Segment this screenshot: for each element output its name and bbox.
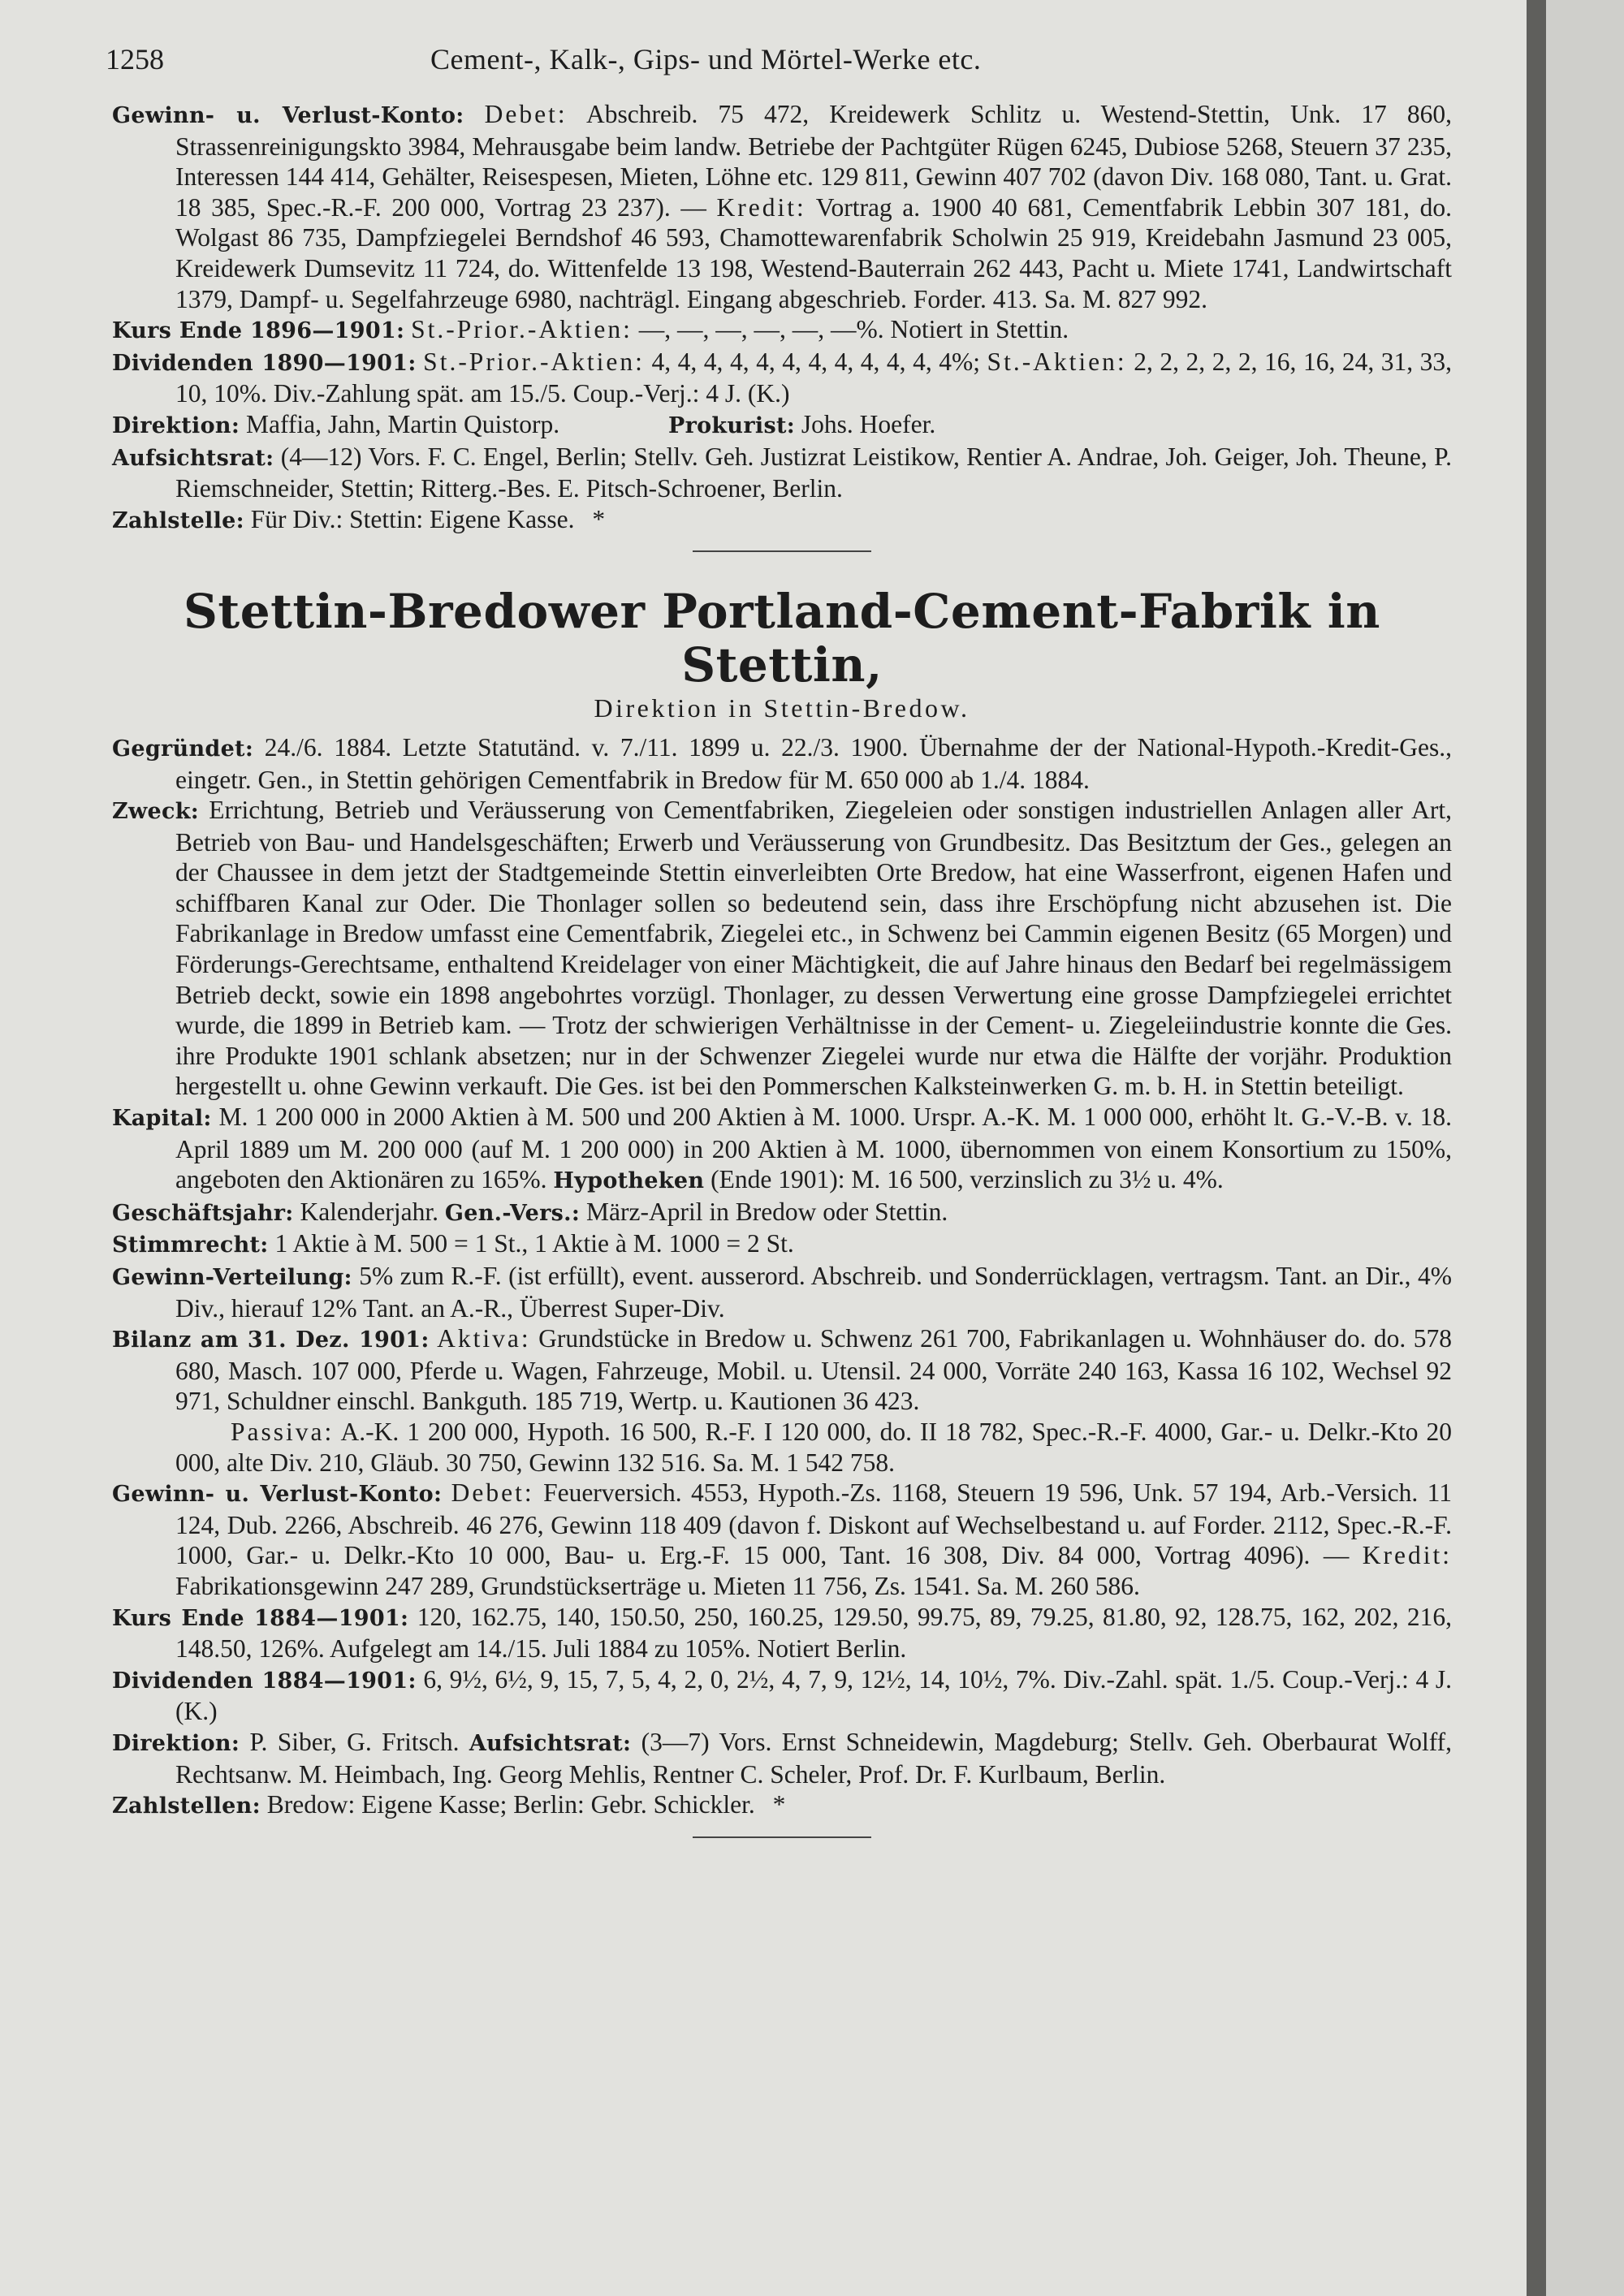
- passiva-text: A.-K. 1 200 000, Hypoth. 16 500, R.-F. I 120 000, do. II 18 782, Spec.-R.-F. 4000, Gar.- u. Delkr.-Kto 20 000, alte Div. 210, Gläub. 30 750, Gewinn 132 516. Sa. M. 1 542 758.: [175, 1417, 1452, 1477]
- running-title: Cement-, Kalk-, Gips- und Mörtel-Werke etc.: [430, 43, 982, 76]
- company-subtitle: Direktion in Stettin-Bredow.: [594, 693, 970, 723]
- section-divider: [693, 550, 871, 552]
- prokurist-text: Johs. Hoefer.: [801, 409, 936, 438]
- aktiva-label: Aktiva:: [437, 1324, 531, 1353]
- debet-label: Debet:: [484, 100, 568, 128]
- gewinn-verteilung-entry: [112, 1261, 1452, 1323]
- prior-values: 4, 4, 4, 4, 4, 4, 4, 4, 4, 4, 4, 4%;: [651, 347, 980, 376]
- entry-label: Kurs Ende 1896—1901:: [112, 318, 405, 344]
- entry-label: Dividenden 1890—1901:: [112, 350, 417, 376]
- aktiva-text: Grundstücke in Bredow u. Schwenz 261 700, Fabrikanlagen u. Wohnhäuser do. do. 578 680, Masch. 107 000, Pferde u. Wagen, Fahrzeuge, Mobil. u. Utensil. 24 000, Vorräte 240 163, Kassa 16 102, Wechsel 92 971, Schuldner einschl. Bankguth. 185 719, Wertp. u. Kautionen 36 423.: [175, 1324, 1453, 1416]
- gen-vers-label: Gen.-Vers.:: [444, 1200, 581, 1226]
- entry-label: Zahlstelle:: [112, 507, 244, 533]
- kurs-text: 120, 162.75, 140, 150.50, 250, 160.25, 129.50, 99.75, 89, 79.25, 81.80, 92, 128.75, 162, 202, 216, 148.50, 126%. Aufgelegt am 14./15. Juli 1884 zu 105%. Notiert Berlin.: [175, 1602, 1452, 1664]
- entry-label: Dividenden 1884—1901:: [112, 1668, 417, 1694]
- dividenden-entry-1: [112, 347, 1452, 409]
- entry-label: Zweck:: [112, 799, 200, 825]
- entry-label: Direktion:: [112, 412, 240, 438]
- aufsichtsrat-text: (4—12) Vors. F. C. Engel, Berlin; Stellv. Geh. Justizrat Leistikow, Rentier A. Andrae, Joh. Geiger, Joh. Theune, P. Riemschneider, Stettin; Ritterg.-Bes. E. Pitsch-Schroener, Berlin.: [175, 442, 1452, 503]
- prokurist-label: Prokurist:: [667, 412, 795, 438]
- kredit-label: Kredit:: [716, 192, 806, 222]
- zahlstellen-text: Bredow: Eigene Kasse; Berlin: Gebr. Schickler.: [266, 1790, 755, 1819]
- running-header: [106, 42, 1453, 81]
- kredit-text: Fabrikationsgewinn 247 289, Grundstückserträge u. Mieten 11 756, Zs. 1541. Sa. M. 260 586.: [175, 1571, 1140, 1600]
- kurs-entry-2: [112, 1602, 1452, 1664]
- asterisk-mark: *: [772, 1790, 786, 1819]
- entry-label: Direktion:: [112, 1730, 240, 1756]
- entry-label: Gewinn- u. Verlust-Konto:: [112, 103, 464, 128]
- entry-label: Aufsichtsrat:: [112, 445, 274, 471]
- entry-label: Bilanz am 31. Dez. 1901:: [112, 1327, 430, 1353]
- aufsichtsrat-label: Aufsichtsrat:: [469, 1730, 632, 1756]
- zahlstelle-entry-1: [112, 504, 1452, 537]
- entry-label: Kurs Ende 1884—1901:: [112, 1605, 409, 1631]
- dividenden-entry-2: [112, 1664, 1452, 1727]
- entry-label: Kapital:: [112, 1106, 212, 1132]
- dividenden-text: 6, 9½, 6½, 9, 15, 7, 5, 4, 2, 0, 2½, 4, 7, 9, 12½, 14, 10½, 7%. Div.-Zahl. spät. 1./5. Coup.-Verj.: 4 J. (K.): [175, 1664, 1452, 1726]
- passiva-entry: [112, 1417, 1452, 1478]
- gegruendet-text: 24./6. 1884. Letzte Statutänd. v. 7./11. 1899 u. 22./3. 1900. Übernahme der der National-Hypoth.-Kredit-Ges., eingetr. Gen., in Stettin gehörigen Cementfabrik in Bredow für M. 650 000 ab 1./4. 1884.: [175, 732, 1452, 794]
- gewinn-verlust-konto-2: [112, 1478, 1452, 1601]
- kredit-label: Kredit:: [1362, 1541, 1453, 1570]
- stimmrecht-entry: [112, 1228, 1452, 1261]
- prior-label: St.-Prior.-Aktien:: [423, 347, 645, 376]
- page-margin: [1546, 0, 1624, 2296]
- entry-label: Gewinn-Verteilung:: [112, 1265, 352, 1290]
- aktien-label: St.-Aktien:: [987, 347, 1127, 376]
- zahlstellen-entry: [112, 1789, 1452, 1822]
- zweck-text: Errichtung, Betrieb und Veräusserung von Cementfabriken, Ziegeleien oder sonstigen industriellen Anlagen aller Art, Betrieb von Bau- und Handelsgeschäften; Erwerb und Veräusserung von Grundbesitz. Das Besitztum der Ges., gelegen an der Chaussee in dem jetzt der Stadtgemeinde Stettin einverleibten Orte Bredow, hat eine Wasserfront, eigenen Hafen und schiffbaren Kanal zur Oder. Die Thonlager sollen so bedeutend sein, dass ihre Erschöpfung nicht abzusehen ist. Die Fabrikanlage in Bredow umfasst eine Cementfabrik, Ziegelei etc., in Schwenz bei Cammin eigenen Besitz (65 Morgen) und Förderungs-Gerechtsame, enthaltend Kreidelager von einer Mächtigkeit, die auf Jahre hinaus den Bedarf bei regelmässigem Betrieb deckt, sowie ein 1898 angebohrtes vorzügl. Thonlager, zu dessen Verwertung eine grosse Dampfziegelei errichtet wurde, die 1899 in Betrieb kam. — Trotz der schwierigen Verhältnisse in der Cement- u. Ziegeleiindustrie konnte die Ges. ihre Produkte 1901 schlank absetzen; nur in der Schwenzer Ziegelei wurde nur etwa die Hälfte der vorjähr. Produktion hergestellt u. ohne Gewinn verkauft. Die Ges. ist bei den Pommerschen Kalksteinwerken G. m. b. H. in Stettin beteiligt.: [175, 796, 1453, 1101]
- entry-label: Gewinn- u. Verlust-Konto:: [112, 1482, 443, 1508]
- direktion-text: P. Siber, G. Fritsch.: [249, 1727, 460, 1756]
- direktion-entry-1: [112, 409, 1452, 442]
- hypotheken-label: Hypotheken: [553, 1168, 705, 1194]
- debet-text: Abschreib. 75 472, Kreidewerk Schlitz u. Westend-Stettin, Unk. 17 860, Strassenreinigungskto 3984, Mehrausgabe beim landw. Betriebe der Pachtgüter Rügen 6245, Dubiose 5268, Steuern 37 235, Interessen 144 414, Gehälter, Reisespesen, Mieten, Löhne etc. 129 811, Gewinn 407 702 (davon Div. 168 080, Tant. u. Grat. 18 385, Spec.-R.-F. 200 000, Vortrag 23 237). —: [175, 100, 1452, 222]
- kredit-text: Vortrag a. 1900 40 681, Cementfabrik Lebbin 307 181, do. Wolgast 86 735, Dampfziegelei Berndshof 46 593, Chamottewarenfabrik Scholwin 25 919, Kreidebahn Jasmund 23 005, Kreidewerk Dumsevitz 11 724, do. Wittenfelde 13 198, Westend-Bauterrain 262 443, Pacht u. Miete 1741, Landwirtschaft 1379, Dampf- u. Segelfahrzeuge 6980, nachträgl. Eingang abgeschrieb. Forder. 413. Sa. M. 827 992.: [175, 192, 1453, 313]
- bilanz-entry: [112, 1323, 1452, 1417]
- aufsichtsrat-entry-1: [112, 442, 1452, 504]
- aktien-values: 2, 2, 2, 2, 2, 16, 16, 24, 31, 33, 10, 10%. Div.-Zahlung spät. am 15./5. Coup.-Verj.: 4 J. (K.): [175, 347, 1453, 408]
- passiva-label: Passiva:: [231, 1417, 335, 1446]
- geschaeftsjahr-entry: [112, 1197, 1452, 1229]
- kapital-text: M. 1 200 000 in 2000 Aktien à M. 500 und 200 Aktien à M. 1000. Urspr. A.-K. M. 1 000 000, erhöht lt. G.-V.-B. v. 18. April 1889 um M. 200 000 (auf M. 1 200 000) in 200 Aktien à M. 1000, übernommen von einem Konsortium zu 150%, angeboten den Aktionären zu 165%.: [175, 1103, 1453, 1194]
- geschaeftsjahr-text: Kalenderjahr.: [300, 1197, 438, 1226]
- zahlstelle-text: Für Div.: Stettin: Eigene Kasse.: [250, 504, 575, 533]
- gewinn-verlust-konto-1: [112, 99, 1452, 314]
- debet-text: Feuerversich. 4553, Hypoth.-Zs. 1168, Steuern 19 596, Unk. 57 194, Arb.-Versich. 11 124, Dub. 2266, Abschreib. 46 276, Gewinn 118 409 (davon f. Diskont auf Wechselbestand u. auf Forder. 2112, Spec.-R.-F. 1000, Gar.- u. Delkr.-Kto 10 000, Bau- u. Erg.-F. 15 000, Tant. 16 308, Div. 84 000, Vortrag 4096). —: [175, 1478, 1453, 1570]
- zweck-entry: [112, 795, 1452, 1102]
- page-edge-shadow: [1527, 0, 1546, 2296]
- kurs-text: —, —, —, —, —, —%. Notiert in Stettin.: [638, 315, 1069, 344]
- hypotheken-text: (Ende 1901): M. 16 500, verzinslich zu 3½ u. 4%.: [710, 1165, 1224, 1194]
- entry-label: Geschäftsjahr:: [112, 1200, 294, 1226]
- entry-label: Zahlstellen:: [112, 1793, 261, 1819]
- direktion-entry-2: [112, 1727, 1452, 1789]
- kurs-entry-1: [112, 314, 1452, 347]
- gewinn-verteilung-text: 5% zum R.-F. (ist erfüllt), event. ausserord. Abschreib. und Sonderrücklagen, vertragsm. Tant. an Dir., 4% Div., hierauf 12% Tant. an A.-R., Überrest Super-Div.: [175, 1262, 1452, 1323]
- gegruendet-entry: [112, 732, 1452, 795]
- entry-label: Gegründet:: [112, 736, 254, 762]
- section-divider: [693, 1836, 871, 1838]
- stimmrecht-text: 1 Aktie à M. 500 = 1 St., 1 Aktie à M. 1000 = 2 St.: [274, 1229, 794, 1258]
- direktion-text: Maffia, Jahn, Martin Quistorp.: [246, 409, 560, 438]
- company-title: Stettin-Bredower Portland-Cement-Fabrik in Stettin,: [184, 584, 1380, 693]
- kapital-entry: [112, 1102, 1452, 1197]
- page-number: 1258: [106, 43, 164, 76]
- entry-label: Stimmrecht:: [112, 1232, 269, 1258]
- prior-label: St.-Prior.-Aktien:: [411, 315, 633, 344]
- debet-label: Debet:: [451, 1478, 534, 1508]
- gen-vers-text: März-April in Bredow oder Stettin.: [586, 1197, 948, 1226]
- aufsichtsrat-text: (3—7) Vors. Ernst Schneidewin, Magdeburg; Stellv. Geh. Oberbaurat Wolff, Rechtsanw. M. Heimbach, Ing. Georg Mehlis, Rentner C. Scheler, Prof. Dr. F. Kurlbaum, Berlin.: [175, 1727, 1453, 1789]
- page-content: [112, 99, 1452, 1871]
- asterisk-mark: *: [592, 504, 606, 533]
